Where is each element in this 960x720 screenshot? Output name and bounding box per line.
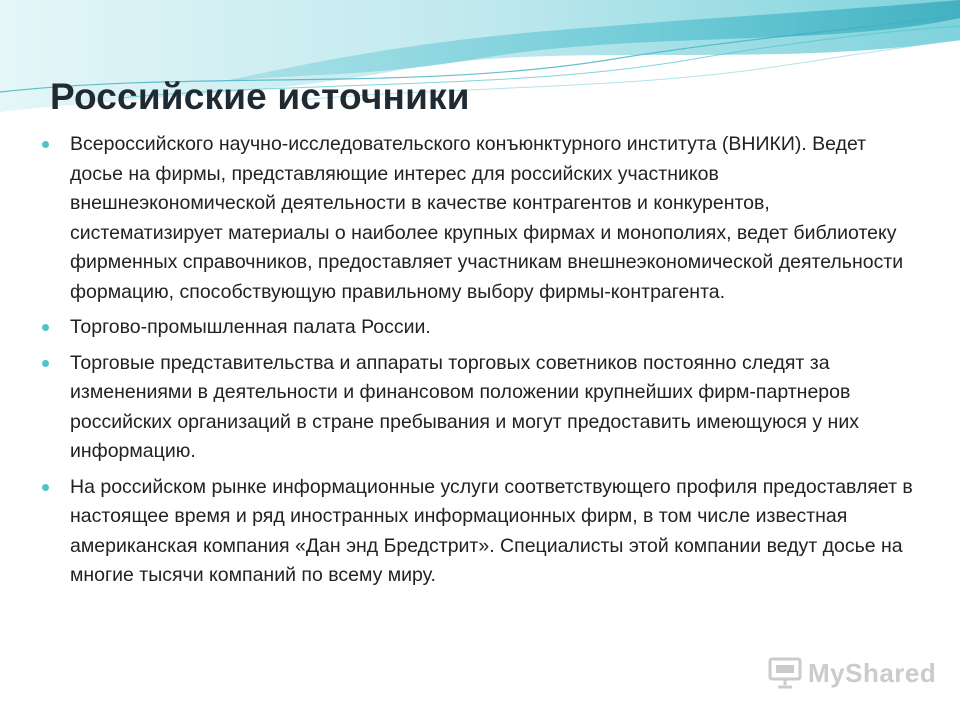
bullet-dot-icon (42, 360, 49, 367)
bullet-text: Торгово-промышленная палата России. (70, 316, 431, 338)
bullet-item-chamber (40, 313, 920, 343)
bullet-text: Торговые представительства и аппараты торговых советников постоянно следят за изменениями в деятельности и финансовом положении крупнейших фирм-партнеров российских организаций в стране пребывания и могут предоставить имеющуюся у них информацию. (70, 351, 859, 462)
presentation-screen-icon (768, 656, 802, 690)
bullet-dot-icon (42, 324, 49, 331)
header-wave-decoration (0, 0, 960, 140)
bullet-dot-icon (42, 484, 49, 491)
bullet-item-foreign-firms (40, 473, 920, 591)
bullet-item-vniki (40, 130, 920, 307)
bullet-item-trade-missions (40, 349, 920, 467)
bullet-list (40, 130, 920, 597)
bullet-dot-icon (42, 141, 49, 148)
bullet-text: Всероссийского научно-исследовательского конъюнктурного института (ВНИКИ). Ведет досье на фирмы, представляющие интерес для российских участников внешнеэкономической деятельности в качестве контрагентов и конкурентов, систематизирует материалы о наиболее крупных фирмах и монополиях, ведет библиотеку фирменных справочников, предоставляет участникам внешнеэкономической деятельности формацию, способствующую правильному выбору фирмы-контрагента. (70, 133, 904, 303)
slide-title: Российские источники (50, 76, 470, 117)
watermark-text: MyShared (808, 657, 937, 688)
watermark (768, 656, 936, 690)
bullet-text: На российском рынке информационные услуги соответствующего профиля предоставляет в настоящее время и ряд иностранных информационных фирм, в том числе известная американская компания «Дан энд Бредстрит». Специалисты этой компании ведут досье на многие тысячи компаний по всему миру. (70, 475, 913, 586)
